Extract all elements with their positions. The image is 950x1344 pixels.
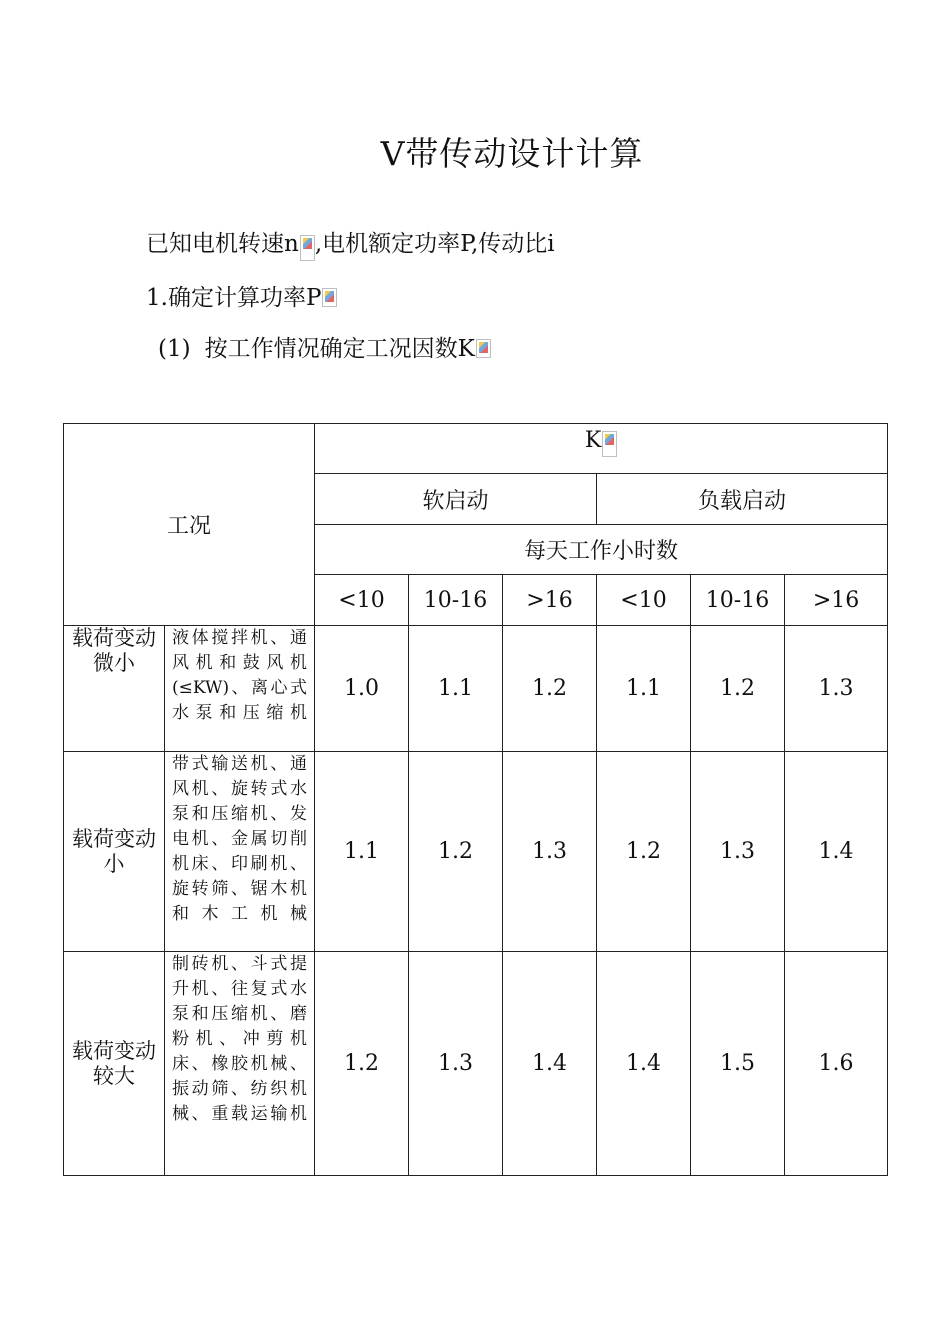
factor-value: 1.1 xyxy=(597,626,691,752)
broken-image-icon xyxy=(300,235,315,261)
load-category: 载荷变动小 xyxy=(64,752,165,952)
step1-heading xyxy=(146,283,337,313)
factor-value: 1.4 xyxy=(597,952,691,1176)
factor-value: 1.3 xyxy=(409,952,503,1176)
machine-list: 带式输送机、通风机、旋转式水泵和压缩机、发电机、金属切削机床、印刷机、旋转筛、锯木机和木工机械 xyxy=(165,752,315,952)
range-header: 10-16 xyxy=(409,575,503,626)
work-condition-factor-table xyxy=(63,423,888,1176)
k-header xyxy=(315,424,888,474)
known-text-a: 已知电机转速n xyxy=(146,231,299,257)
step1-sub-heading xyxy=(158,334,491,364)
broken-image-icon xyxy=(476,339,491,358)
factor-value: 1.1 xyxy=(409,626,503,752)
range-header: <10 xyxy=(597,575,691,626)
machine-list: 液体搅拌机、通风机和鼓风机(≤KW)、离心式水泵和压缩机 xyxy=(165,626,315,752)
range-header: <10 xyxy=(315,575,409,626)
factor-value: 1.2 xyxy=(597,752,691,952)
broken-image-icon xyxy=(602,431,617,457)
condition-header: 工况 xyxy=(64,424,315,626)
factor-value: 1.2 xyxy=(315,952,409,1176)
factor-value: 1.3 xyxy=(691,752,785,952)
factor-value: 1.3 xyxy=(785,626,888,752)
factor-value: 1.0 xyxy=(315,626,409,752)
factor-value: 1.4 xyxy=(785,752,888,952)
known-text-b: ,电机额定功率P,传动比i xyxy=(314,231,555,257)
step1-sub-number: (1) xyxy=(158,336,191,362)
factor-value: 1.2 xyxy=(691,626,785,752)
hours-per-day-header: 每天工作小时数 xyxy=(315,525,888,575)
range-header: >16 xyxy=(503,575,597,626)
table-row xyxy=(64,626,888,752)
soft-start-header: 软启动 xyxy=(315,474,597,525)
table-row xyxy=(64,952,888,1176)
factor-value: 1.5 xyxy=(691,952,785,1176)
load-start-header: 负载启动 xyxy=(597,474,888,525)
factor-value: 1.2 xyxy=(503,626,597,752)
document-title: V带传动设计计算 xyxy=(380,134,644,173)
factor-value: 1.6 xyxy=(785,952,888,1176)
range-header: 10-16 xyxy=(691,575,785,626)
step1-text: 1.确定计算功率P xyxy=(146,285,322,311)
factor-value: 1.4 xyxy=(503,952,597,1176)
range-header: >16 xyxy=(785,575,888,626)
k-symbol: K xyxy=(584,428,602,453)
load-category: 载荷变动较大 xyxy=(64,952,165,1176)
known-parameters-line xyxy=(146,229,555,261)
factor-value: 1.3 xyxy=(503,752,597,952)
factor-value: 1.1 xyxy=(315,752,409,952)
factor-value: 1.2 xyxy=(409,752,503,952)
load-category: 载荷变动微小 xyxy=(64,626,165,752)
table-row xyxy=(64,752,888,952)
broken-image-icon xyxy=(322,288,337,307)
step1-sub-text: 按工作情况确定工况因数K xyxy=(204,336,475,362)
machine-list: 制砖机、斗式提升机、往复式水泵和压缩机、磨粉机、冲剪机床、橡胶机械、振动筛、纺织机械、重载运输机 xyxy=(165,952,315,1176)
